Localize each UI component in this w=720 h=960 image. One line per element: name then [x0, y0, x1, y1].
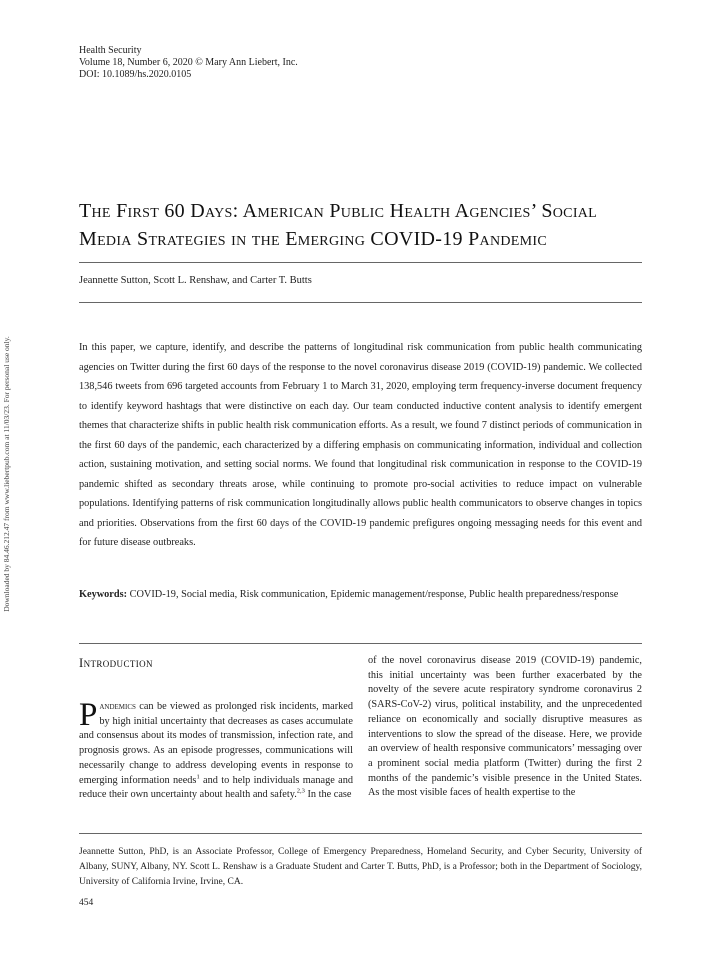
- journal-doi[interactable]: DOI: 10.1089/hs.2020.0105: [79, 69, 192, 80]
- page-number: 454: [79, 898, 94, 908]
- keywords-list: COVID-19, Social media, Risk communication, Epidemic management/response, Public health preparedness/response: [127, 589, 619, 600]
- title-rule: [79, 262, 642, 263]
- section-heading-introduction: Introduction: [79, 656, 153, 670]
- authors-rule: [79, 302, 642, 303]
- author-list: Jeannette Sutton, Scott L. Renshaw, and Carter T. Butts: [79, 275, 312, 286]
- left-column: [79, 654, 353, 803]
- introduction-continued: of the novel coronavirus disease 2019 (COVID-19) pandemic, this initial uncertainty was been further exacerbated by the novelty of the severe acute respiratory syndrome coronavirus 2 (SARS-CoV-2) virus, political instability, and the unprecedented reliance on economically and socially disruptive measures as interventions to slow the spread of the disease. Here, we provide an overview of health responsive communicators’ messaging over a prominent social media platform (Twitter) during the first 2 months of the pandemic’s visible presence in the United States. As the most visible faces of health expertise to the: [368, 655, 642, 799]
- download-notice: Downloaded by 84.46.212.47 from www.liebertpub.com at 11/03/23. For personal use only.: [2, 336, 11, 612]
- footnote-rule: [79, 833, 642, 834]
- author-affiliations: Jeannette Sutton, PhD, is an Associate Professor, College of Emergency Preparedness, Homeland Security, and Cyber Security, University of Albany, SUNY, Albany, NY. Scott L. Renshaw is a Graduate Student and Carter T. Butts, PhD, is a Professor; both in the Department of Sociology, University of California Irvine, Irvine, CA.: [79, 847, 642, 887]
- right-column: [368, 654, 642, 801]
- citation-1[interactable]: 1: [196, 773, 200, 781]
- lead-in: andemics: [99, 701, 136, 712]
- intro-text-1: can be viewed as prolonged risk incidents, marked by high initial uncertainty that decreases as cases accumulate and consensus about its modes of transmission, infection rate, and prognosis grows. As an episode progresses, communications will necessarily change to address developing events in response to emerging information needs: [79, 701, 353, 786]
- section-rule: [79, 643, 642, 644]
- journal-name: Health Security: [79, 45, 142, 56]
- journal-header: [79, 45, 298, 81]
- abstract: In this paper, we capture, identify, and describe the patterns of longitudinal risk communication from public health communicating agencies on Twitter during the first 60 days of the response to the novel coronavirus disease 2019 (COVID-19) pandemic. We collected 138,546 tweets from 696 targeted accounts from February 1 to March 31, 2020, employing term frequency-inverse document frequency to identify keyword hashtags that were distinctive on each day. Our team conducted inductive content analysis to identify emergent themes that characterize shifts in public health risk communication efforts. As a result, we found 7 distinct periods of communication in the first 60 days of the pandemic, each characterized by a differing emphasis on communicating information, individual and collection action, sustaining motivation, and setting social norms. We found that longitudinal risk communication in response to the COVID-19 pandemic shifted as secondary threats arose, while continuing to promote pro-social activities to reduce impact on vulnerable populations. Identifying patterns of risk communication longitudinally allows public health communicators to observe changes in topics and priorities. Observations from the first 60 days of the COVID-19 pandemic prefigures ongoing messaging needs for this event and for future disease outbreaks.: [79, 342, 642, 548]
- intro-text-3: In the case: [304, 789, 352, 801]
- citation-2-3[interactable]: 2,3: [296, 787, 305, 795]
- journal-volume: Volume 18, Number 6, 2020 © Mary Ann Liebert, Inc.: [79, 57, 298, 68]
- article-title: The First 60 Days: American Public Health Agencies’ Social Media Strategies in the Emerging COVID-19 Pandemic: [79, 200, 598, 250]
- keywords: [79, 585, 642, 605]
- intro-text-2: and to help individuals manage and reduce their own uncertainty about health and safety.: [79, 774, 354, 801]
- drop-cap: P: [79, 697, 98, 733]
- introduction-paragraph: [79, 697, 354, 803]
- keywords-label: Keywords:: [79, 589, 128, 600]
